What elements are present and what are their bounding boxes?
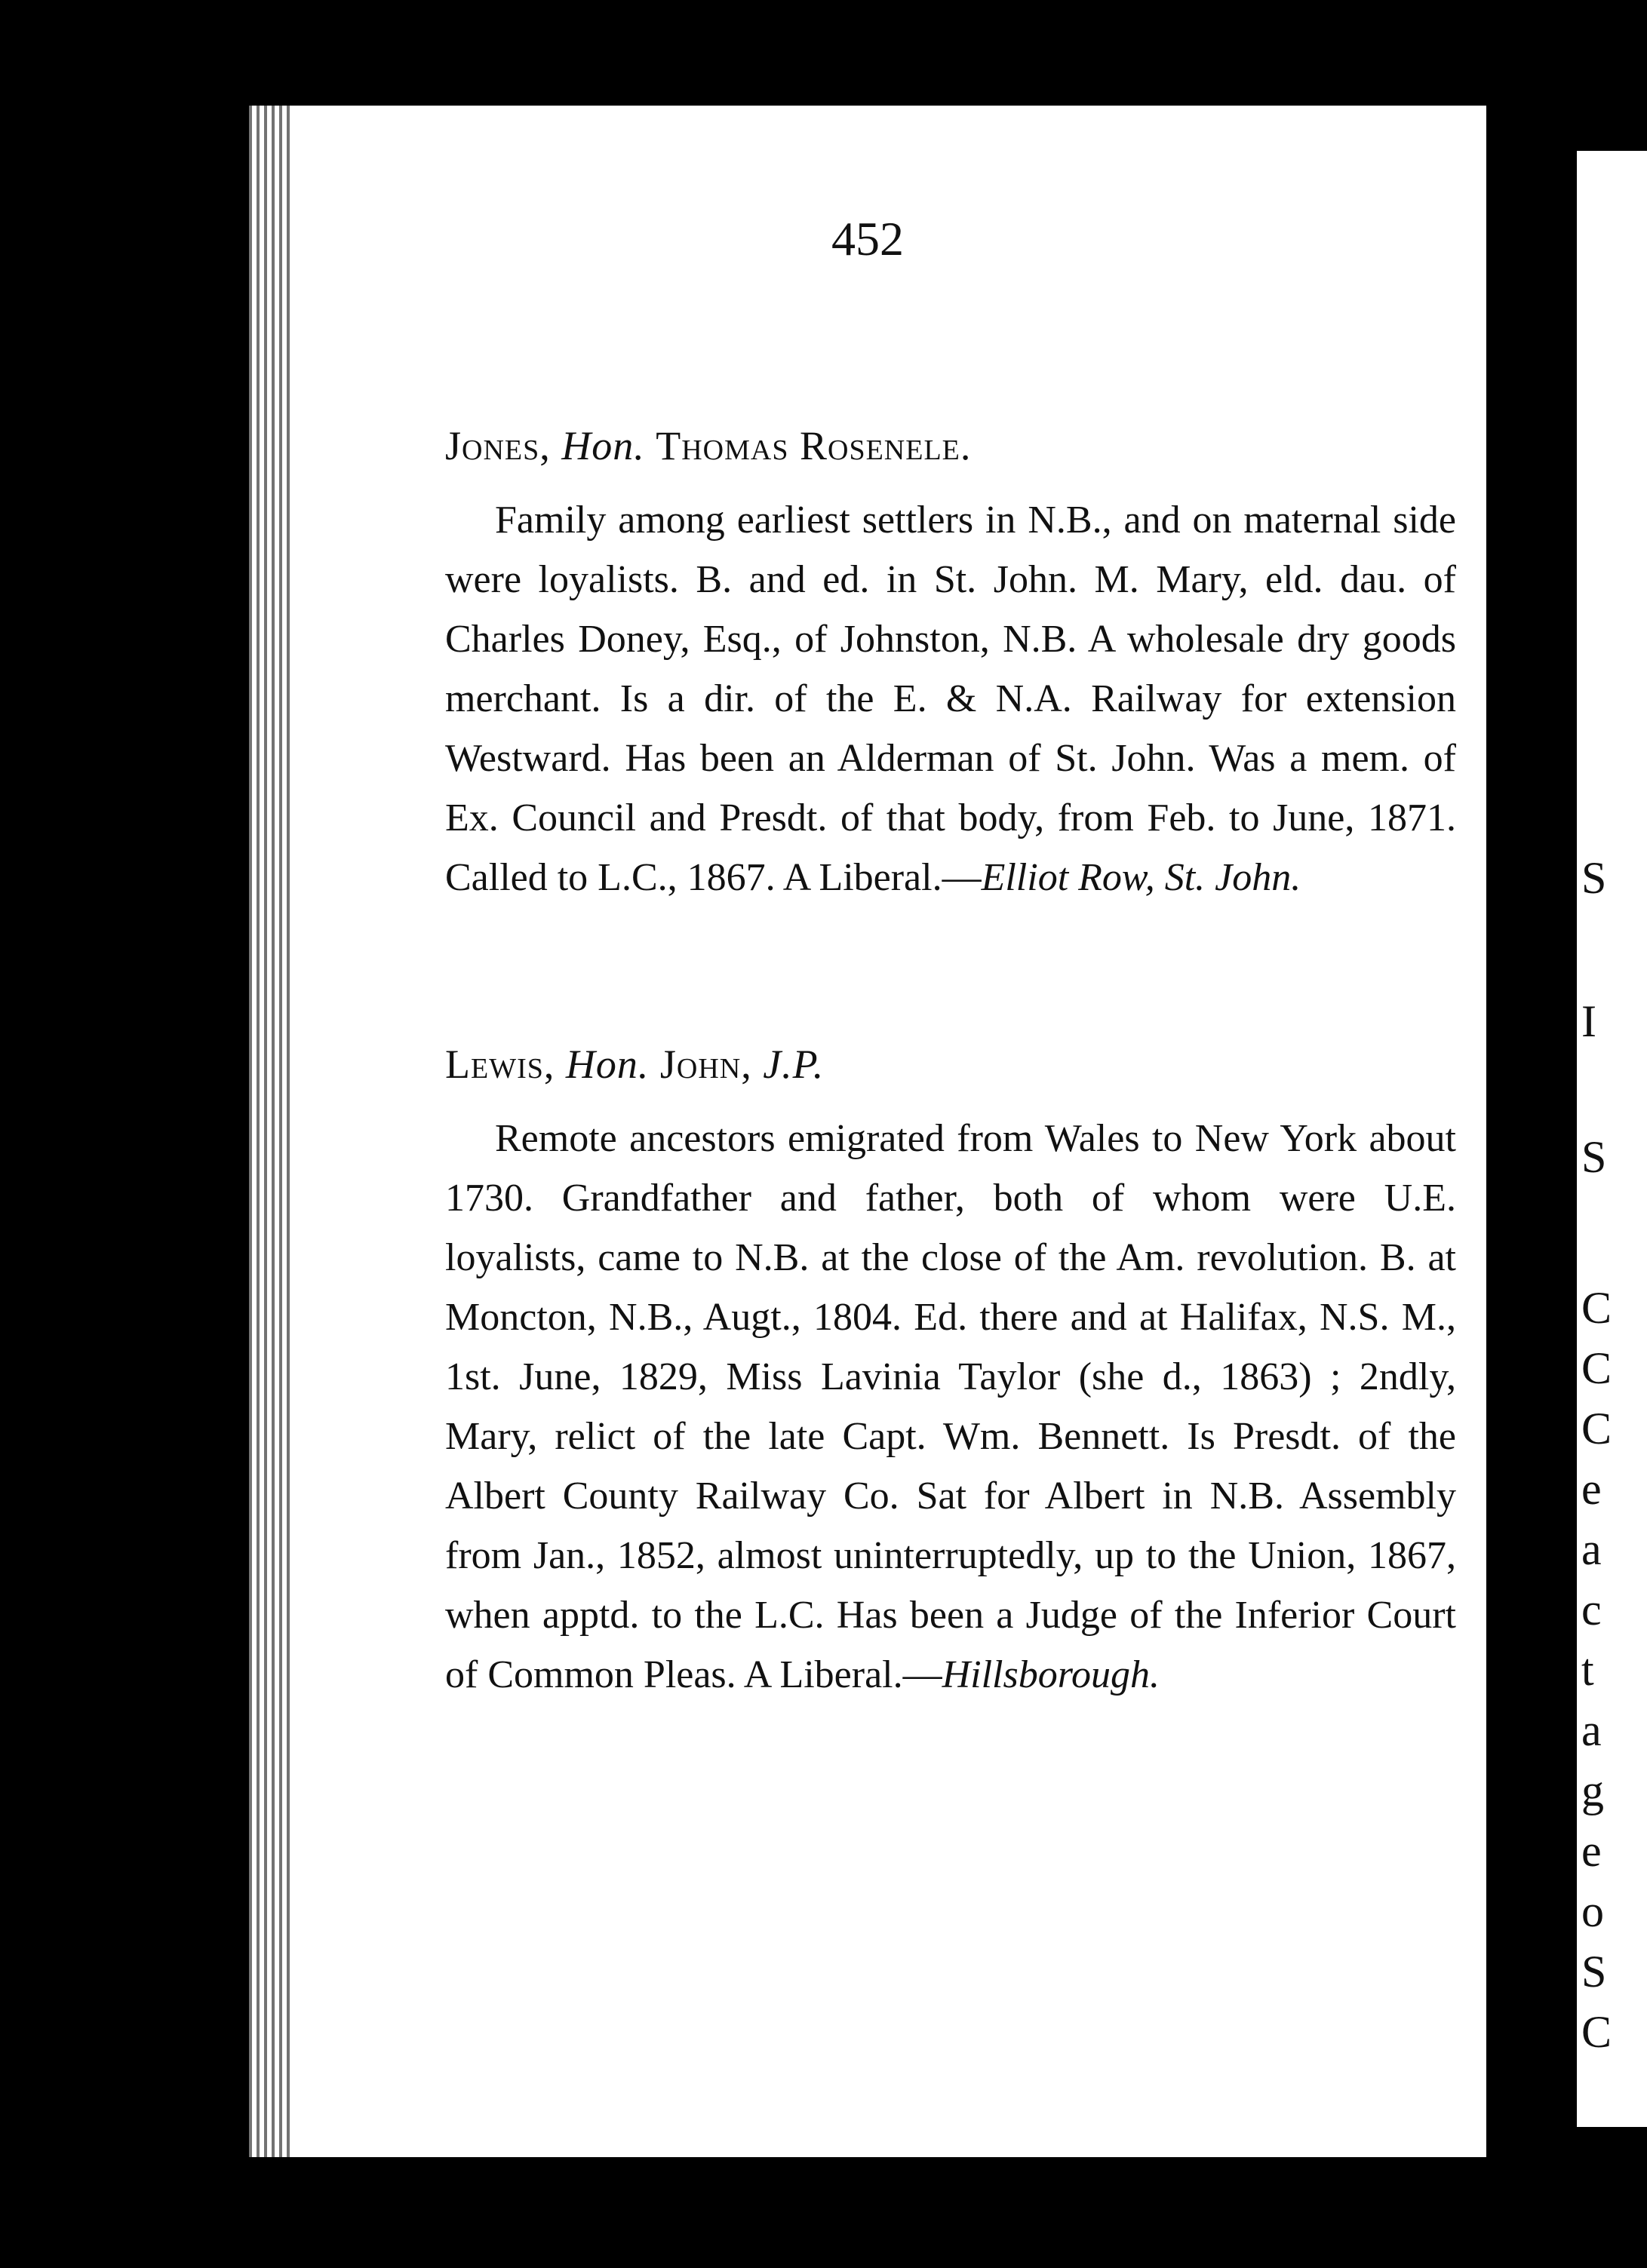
entry-address: Hillsborough.	[942, 1653, 1160, 1696]
entry-heading-jones: Jones, Hon. Thomas Rosenele.	[445, 423, 972, 468]
adjacent-page-letter: C	[1581, 1404, 1612, 1453]
adjacent-page-letter: c	[1581, 1585, 1602, 1634]
entry-text: Remote ancestors emigrated from Wales to New York about 1730. Grandfather and father, both of whom were U.E. loyalists, came to N.B. at the close of the Am. revolution. B. at Moncton, N.B., Augt., 1804. Ed. there and at Halifax, N.S. M., 1st. June, 1829, Miss Lavinia Taylor (she d., 1863) ; 2ndly, Mary, relict of the late Capt. Wm. Bennett. Is Presdt. of the Albert County Railway Co. Sat for Albert in N.B. Assembly from Jan., 1852, almost uninterruptedly, up to the Union, 1867, when apptd. to the L.C. Has been a Judge of the Inferior Court of Common Pleas. A Liberal.—	[445, 1117, 1456, 1696]
adjacent-page-letter: S	[1581, 853, 1607, 903]
adjacent-page-letter: C	[1581, 2007, 1612, 2057]
entry-honorific: Hon.	[561, 423, 645, 468]
adjacent-page-letter: e	[1581, 1826, 1602, 1876]
entry-address: Elliot Row, St. John.	[981, 856, 1301, 899]
adjacent-page-letter: e	[1581, 1464, 1602, 1514]
entry-text: Family among earliest settlers in N.B., and on maternal side were loyalists. B. and ed. in St. John. M. Mary, eld. dau. of Charles Doney, Esq., of Johnston, N.B. A wholesale dry goods merchant. Is a dir. of the E. & N.A. Railway for extension Westward. Has been an Alderman of St. John. Was a mem. of Ex. Council and Presdt. of that body, from Feb. to June, 1871. Called to L.C., 1867. A Liberal.—	[445, 499, 1456, 899]
adjacent-page-letter: S	[1581, 1947, 1607, 1996]
book-page	[249, 106, 1486, 2157]
entry-honorific: Hon.	[565, 1042, 650, 1087]
page-number: 452	[831, 212, 904, 265]
page-binding-edge	[249, 106, 294, 2157]
entry-suffix: J.P.	[763, 1042, 825, 1087]
adjacent-page-letter: o	[1581, 1886, 1604, 1936]
adjacent-page-letter: C	[1581, 1343, 1612, 1393]
entry-given-names: John,	[659, 1042, 752, 1087]
entry-body-lewis	[445, 1109, 1456, 1705]
adjacent-page-letter: a	[1581, 1705, 1602, 1755]
adjacent-page-letter: S	[1581, 1132, 1607, 1182]
adjacent-page-letter: a	[1581, 1524, 1602, 1574]
entry-surname: Lewis	[445, 1042, 544, 1087]
entry-heading-lewis: Lewis, Hon. John, J.P.	[445, 1042, 825, 1087]
entry-given-names: Thomas Rosenele.	[656, 423, 972, 468]
entry-surname: Jones	[445, 423, 540, 468]
adjacent-page-letter: g	[1581, 1766, 1604, 1815]
adjacent-page-letter: I	[1581, 996, 1596, 1046]
adjacent-page-edge	[1577, 151, 1647, 2127]
adjacent-page-letter: C	[1581, 1283, 1612, 1333]
adjacent-page-letter: t	[1581, 1645, 1594, 1695]
entry-body-jones	[445, 490, 1456, 907]
